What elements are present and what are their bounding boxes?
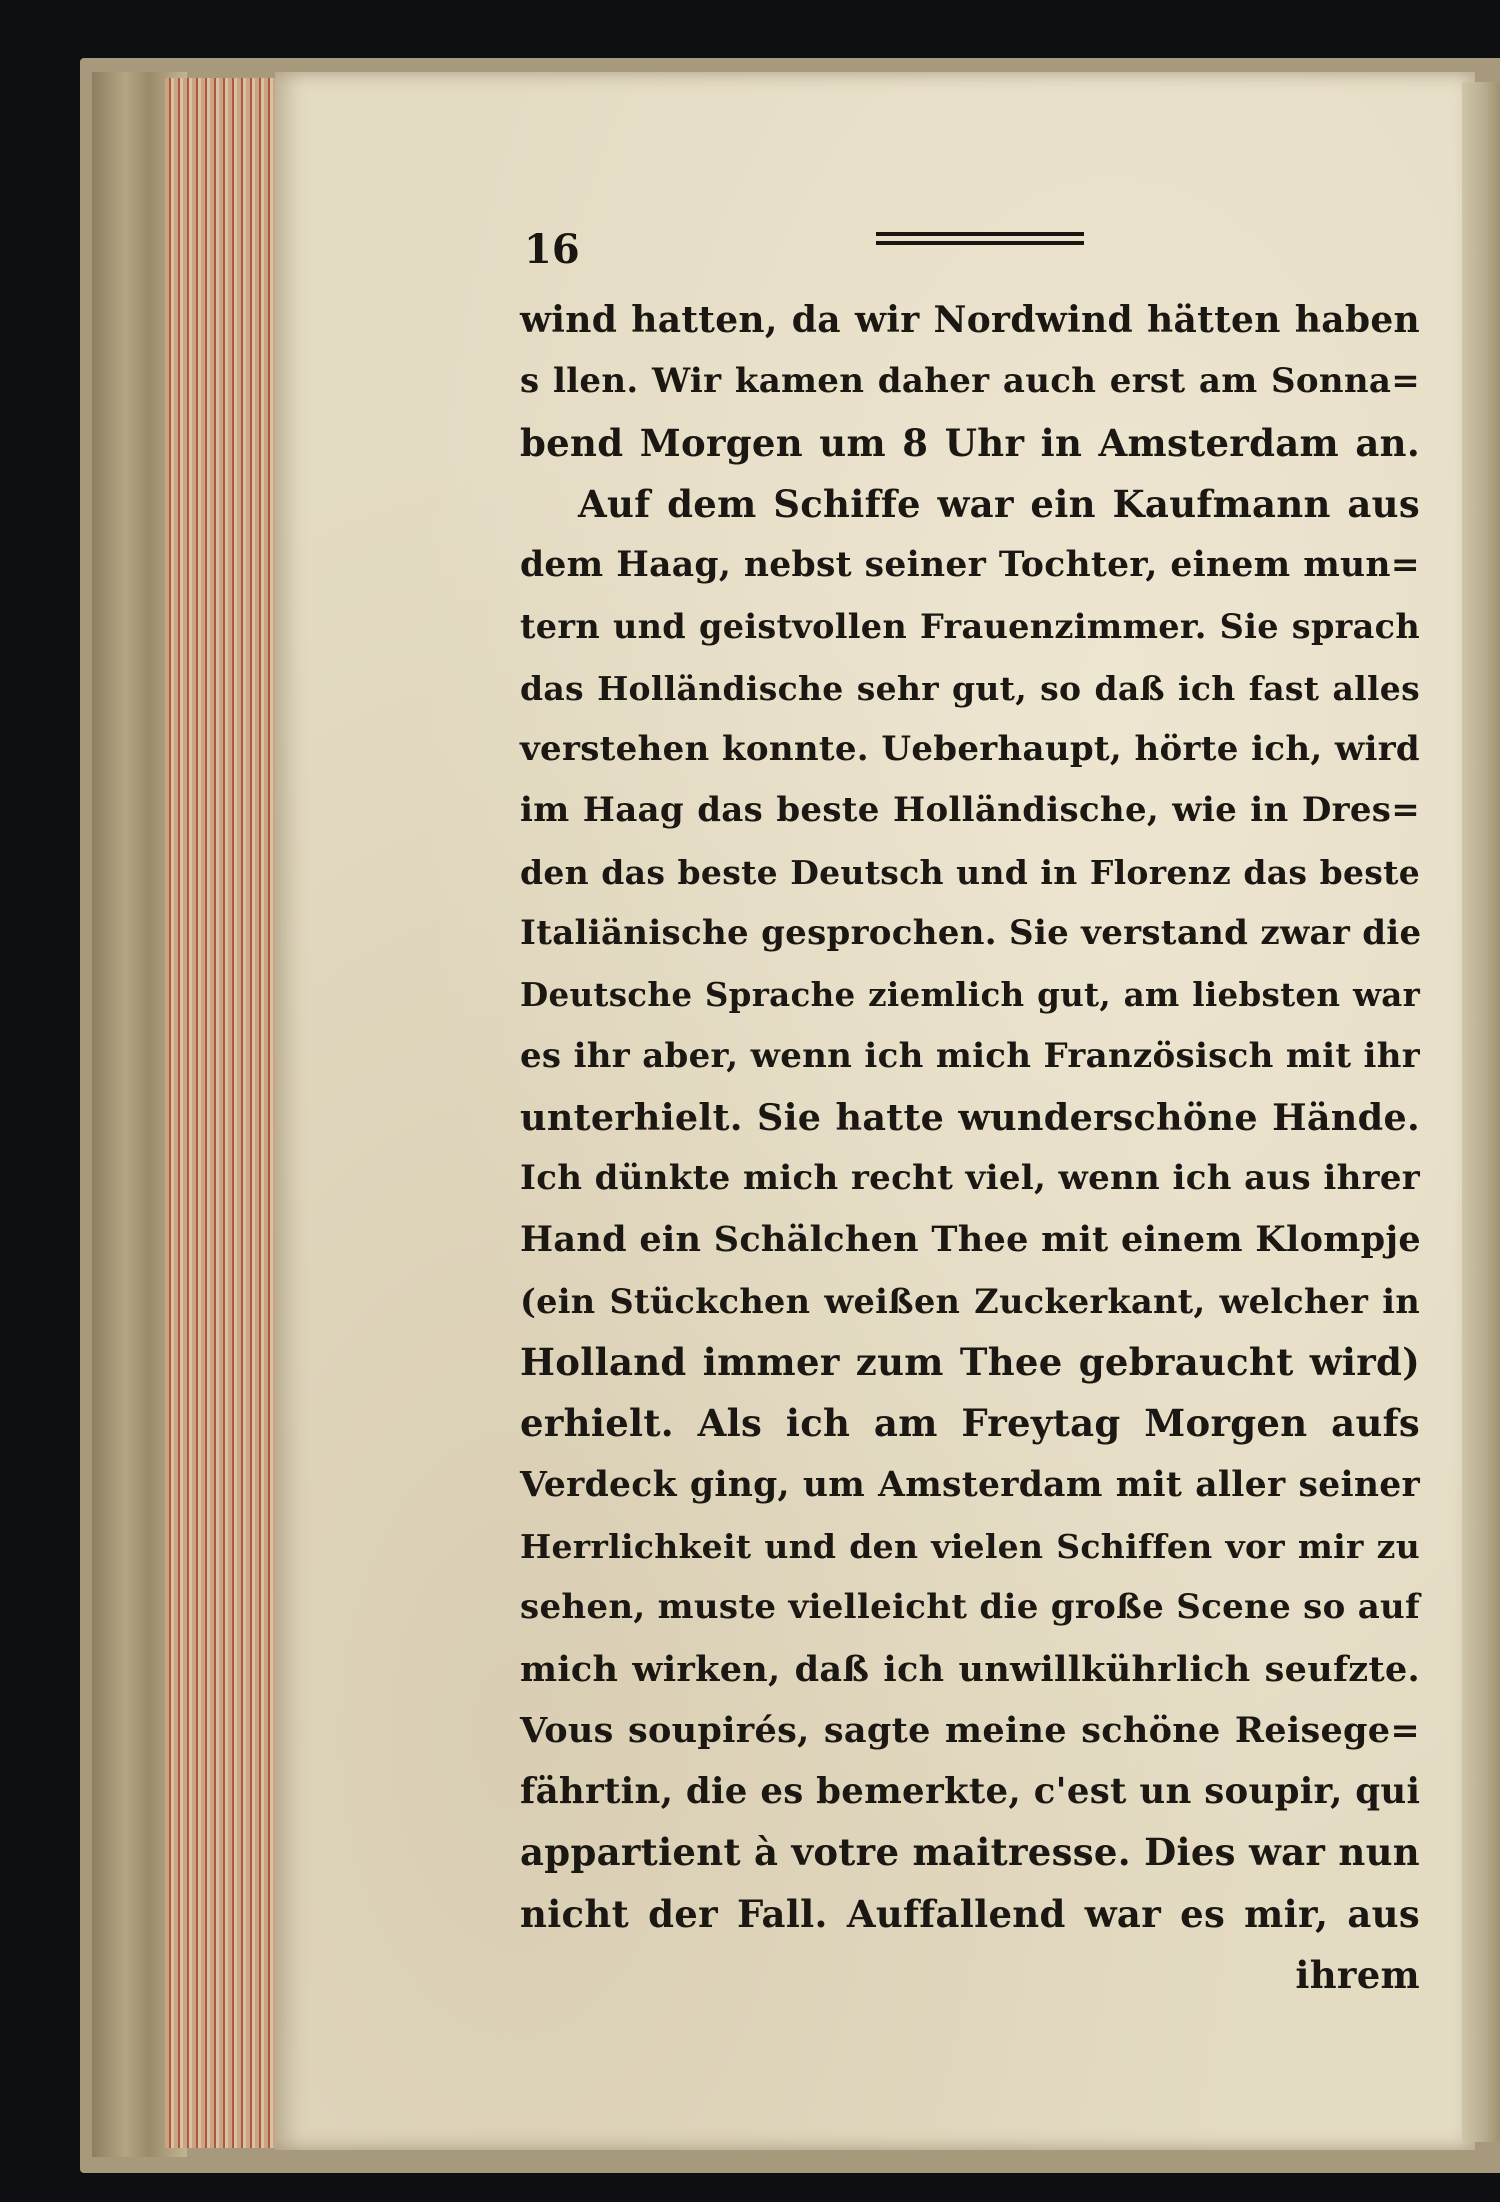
text-line: Hand ein Schälchen Thee mit einem Klompje — [520, 1219, 1421, 1261]
text-line: appartient à votre maitresse. Dies war nun — [520, 1830, 1420, 1875]
text-line: es ihr aber, wenn ich mich Französisch mit ihr — [520, 1035, 1420, 1076]
text-line: verstehen konnte. Ueberhaupt, hörte ich, wird — [520, 729, 1420, 770]
text-line: bend Morgen um 8 Uhr in Amsterdam an. — [520, 420, 1420, 465]
page-right-edge — [1462, 82, 1500, 2142]
text-line: Ich dünkte mich recht viel, wenn ich aus ihrer — [520, 1158, 1420, 1199]
text-line: erhielt. Als ich am Freytag Morgen aufs — [520, 1401, 1420, 1446]
text-line: Deutsche Sprache ziemlich gut, am liebsten war — [520, 975, 1420, 1015]
text-line: dem Haag, nebst seiner Tochter, einem mun= — [520, 545, 1420, 586]
catchword: ihrem — [1295, 1953, 1420, 1998]
page-number: 16 — [524, 226, 580, 273]
text-line: sehen, muste vielleicht die große Scene so auf — [520, 1587, 1420, 1628]
text-line: Italiänische gesprochen. Sie verstand zwar die — [520, 912, 1422, 953]
text-line: s llen. Wir kamen daher auch erst am Sonna= — [520, 361, 1420, 402]
text-line: mich wirken, daß ich unwillkührlich seufzte. — [520, 1648, 1420, 1690]
header-rule — [876, 232, 1084, 248]
text-line: nicht der Fall. Auffallend war es mir, aus — [520, 1891, 1420, 1936]
text-line: wind hatten, da wir Nordwind hätten haben — [520, 299, 1420, 341]
text-line: Herrlichkeit und den vielen Schiffen vor mir zu — [520, 1526, 1420, 1566]
text-line: Holland immer zum Thee gebraucht wird) — [520, 1340, 1420, 1385]
text-line: unterhielt. Sie hatte wunderschöne Hände. — [520, 1095, 1420, 1139]
text-line: Verdeck ging, um Amsterdam mit aller seiner — [520, 1464, 1420, 1505]
page-stack-edges — [165, 78, 280, 2148]
text-line: (ein Stückchen weißen Zuckerkant, welcher in — [520, 1281, 1420, 1321]
text-line: tern und geistvollen Frauenzimmer. Sie sprach — [520, 607, 1420, 647]
text-line: den das beste Deutsch und in Florenz das beste — [520, 852, 1420, 892]
text-line: fährtin, die es bemerkte, c'est un soupir, qui — [520, 1771, 1421, 1813]
text-line: das Holländische sehr gut, so daß ich fast alles — [520, 668, 1420, 708]
text-line: Vous soupirés, sagte meine schöne Reisege= — [520, 1709, 1420, 1751]
page-text — [520, 290, 1420, 2006]
text-line: Auf dem Schiffe war ein Kaufmann aus — [578, 481, 1420, 526]
text-line: im Haag das beste Holländische, wie in Dres= — [520, 790, 1420, 831]
